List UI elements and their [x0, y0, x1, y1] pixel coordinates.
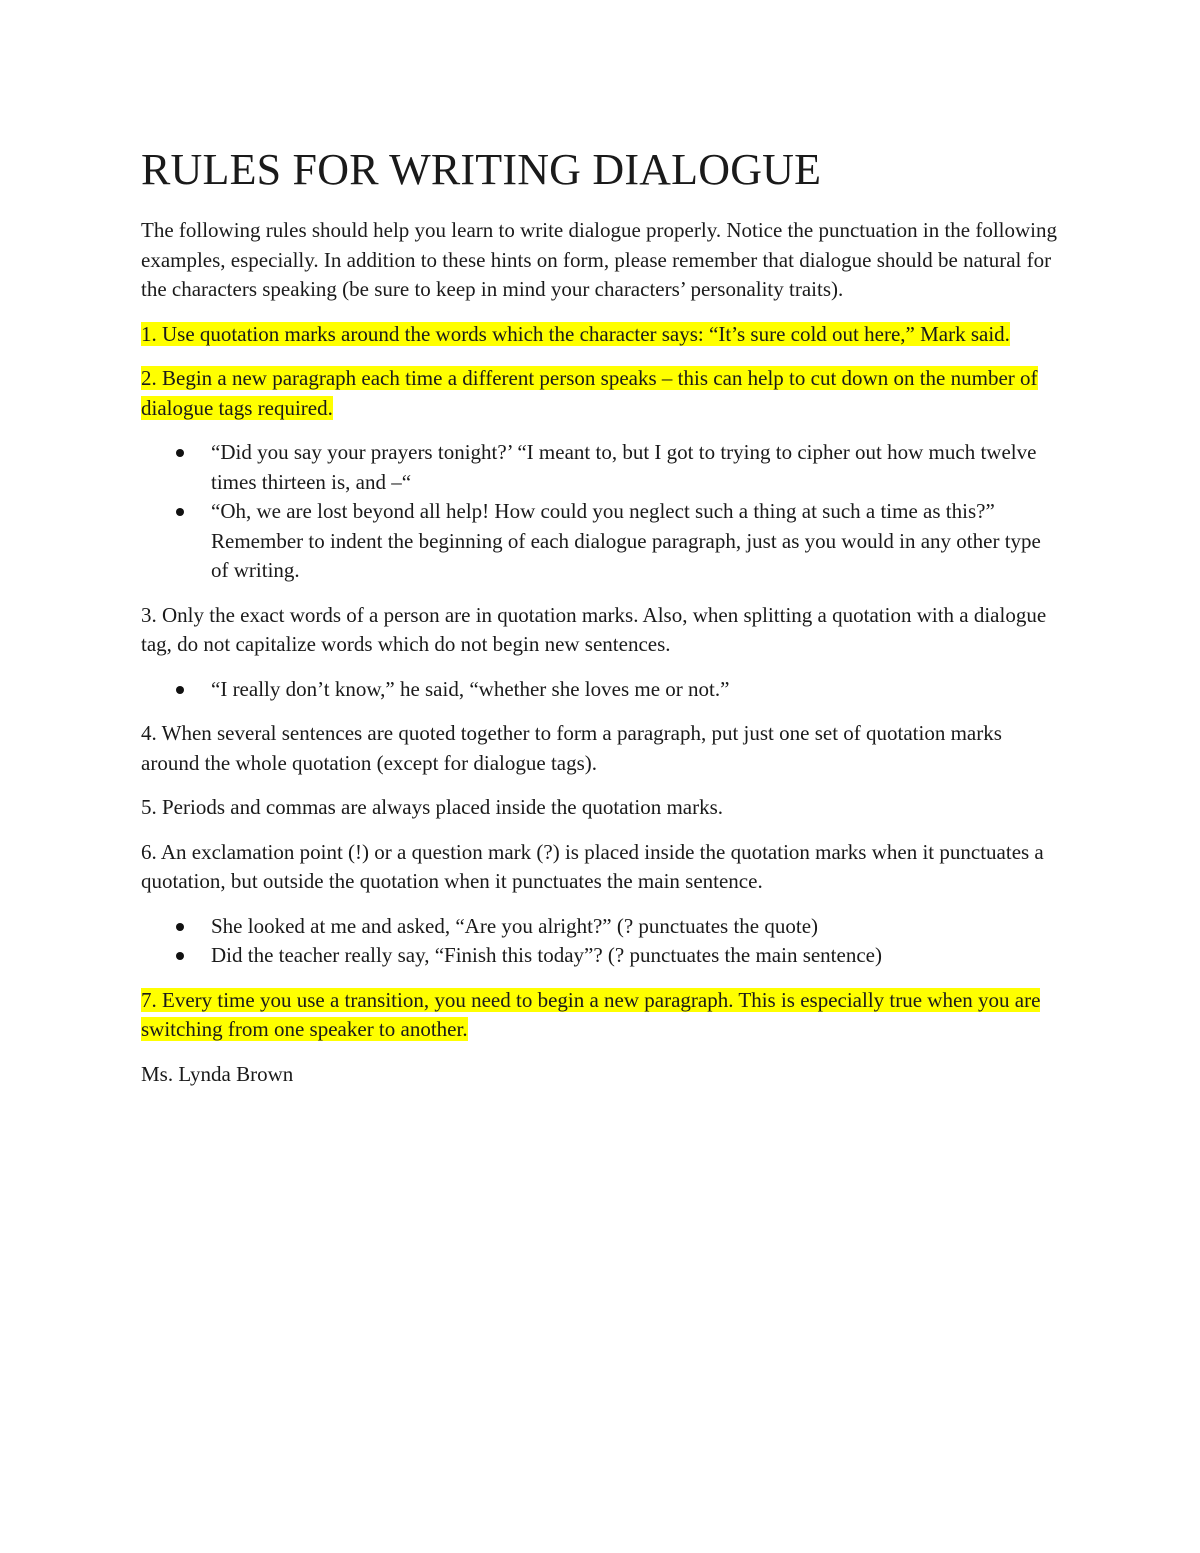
example-text: “I really don’t know,” he said, “whether she loves me or not.” — [211, 676, 730, 701]
rule-6: 6. An exclamation point (!) or a question mark (?) is placed inside the quotation marks when it punctuates a quotation, but outside the quotation when it punctuates the main sentence. — [141, 839, 1044, 893]
rule-5: 5. Periods and commas are always placed inside the quotation marks. — [141, 795, 724, 819]
document-page — [141, 142, 1061, 1089]
list-item — [141, 438, 1061, 497]
rule-7-text: 7. Every time you use a transition, you need to begin a new paragraph. This is especially true when you are switching from one speaker to another. — [141, 987, 1041, 1041]
bullet-icon — [176, 923, 184, 931]
rule-7 — [141, 986, 1061, 1045]
bullet-icon — [176, 449, 184, 457]
list-item — [141, 912, 1061, 942]
rule-3: 3. Only the exact words of a person are in quotation marks. Also, when splitting a quotation with a dialogue tag, do not capitalize words which do not begin new sentences. — [141, 602, 1047, 656]
rule-2-text: 2. Begin a new paragraph each time a different person speaks – this can help to cut down on the number of dialogue tags required. — [141, 366, 1038, 420]
rule-6-examples — [141, 912, 1061, 971]
example-text: She looked at me and asked, “Are you alright?” (? punctuates the quote) — [211, 913, 819, 938]
list-item — [141, 675, 1061, 705]
author-signature: Ms. Lynda Brown — [141, 1061, 294, 1086]
example-text: “Oh, we are lost beyond all help! How could you neglect such a thing at such a time as this?” Remember to indent the beginning of each dialogue paragraph, just as you would in any other type of writing. — [211, 499, 1041, 582]
bullet-icon — [176, 686, 184, 694]
rule-1-text: 1. Use quotation marks around the words which the character says: “It’s sure cold out here,” Mark said. — [141, 321, 1010, 346]
rule-3-examples — [141, 675, 1061, 705]
bullet-icon — [176, 508, 184, 516]
rule-2 — [141, 364, 1061, 423]
list-item — [141, 497, 1061, 586]
rule-4: 4. When several sentences are quoted together to form a paragraph, put just one set of quotation marks around the whole quotation (except for dialogue tags). — [141, 721, 1002, 775]
example-text: “Did you say your prayers tonight?’ “I meant to, but I got to trying to cipher out how much twelve times thirteen is, and –“ — [211, 440, 1037, 494]
document-title: RULES FOR WRITING DIALOGUE — [141, 145, 822, 194]
rule-2-examples — [141, 438, 1061, 586]
bullet-icon — [176, 952, 184, 960]
intro-paragraph: The following rules should help you learn to write dialogue properly. Notice the punctuation in the following examples, especially. In addition to these hints on form, please remember that dialogue should be natural for the characters speaking (be sure to keep in mind your characters’ personality traits). — [141, 218, 1058, 301]
rule-1 — [141, 320, 1061, 350]
list-item — [141, 941, 1061, 971]
example-text: Did the teacher really say, “Finish this today”? (? punctuates the main sentence) — [211, 943, 882, 967]
